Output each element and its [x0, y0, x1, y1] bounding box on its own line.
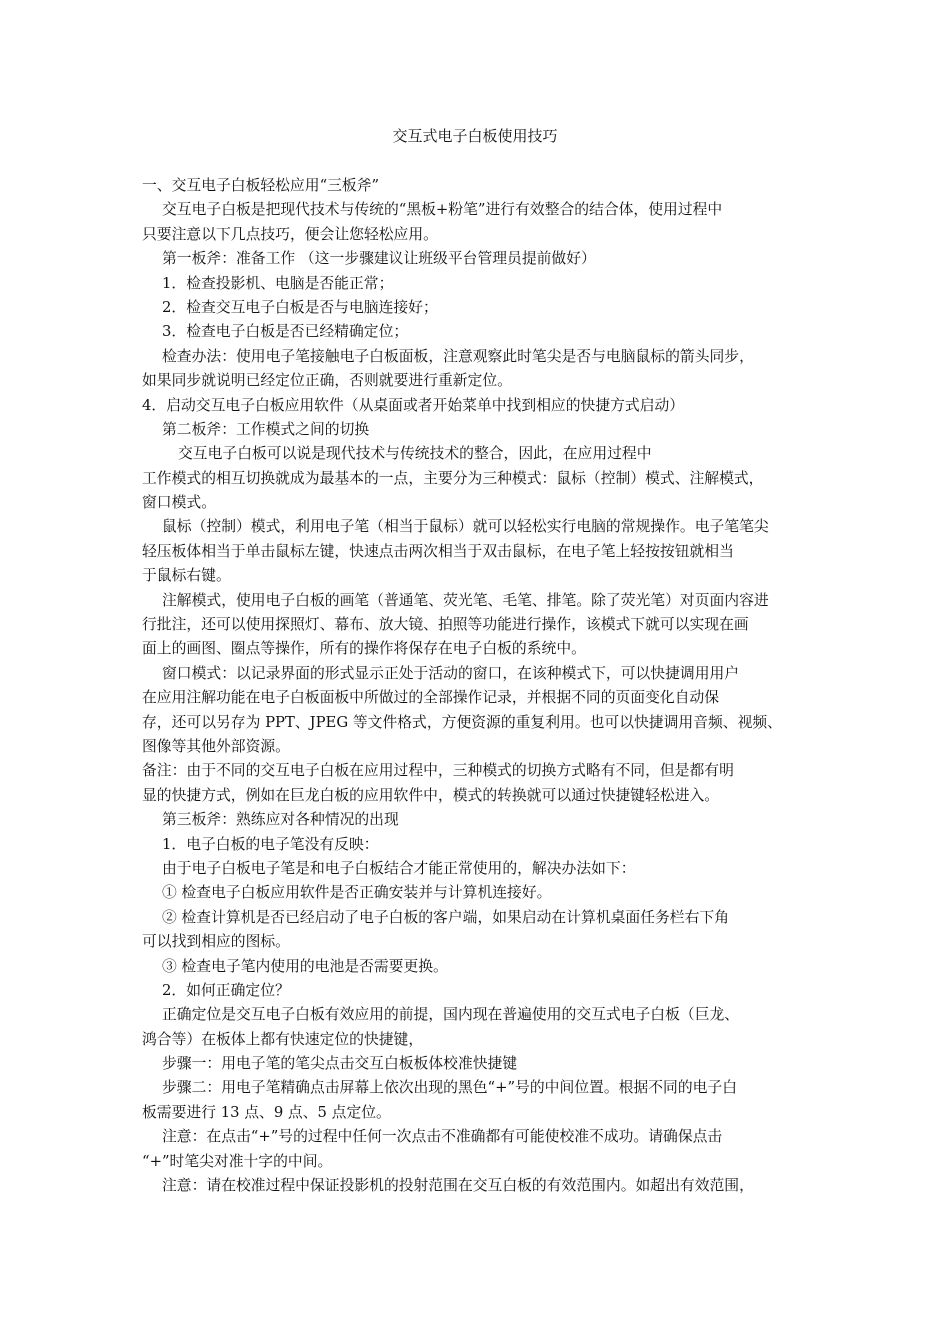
text-line: 检查办法：使用电子笔接触电子白板面板，注意观察此时笔尖是否与电脑鼠标的箭头同步，: [162, 347, 754, 365]
text-line: 在应用注解功能在电子白板面板中所做过的全部操作记录，并根据不同的页面变化自动保: [142, 689, 720, 707]
text-line: 鸿合等）在板体上都有快速定位的快捷键，: [142, 1030, 424, 1048]
text-line: 窗口模式。: [142, 494, 216, 512]
text-line: 面上的画图、圈点等操作，所有的操作将保存在电子白板的系统中。: [142, 640, 586, 658]
text-line: 交互电子白板是把现代技术与传统的“黑板+粉笔”进行有效整合的结合体，使用过程中: [162, 201, 723, 219]
text-line: 一、交互电子白板轻松应用“三板斧”: [142, 177, 380, 194]
text-line: 于鼠标右键。: [142, 567, 231, 585]
text-line: 正确定位是交互电子白板有效应用的前提，国内现在普遍使用的交互式电子白板（巨龙、: [162, 1006, 740, 1024]
text-line: 2．如何正确定位？: [162, 981, 290, 999]
text-line: 2．检查交互电子白板是否与电脑连接好；: [162, 298, 438, 316]
text-line: ③ 检查电子笔内使用的电池是否需要更换。: [162, 957, 448, 975]
text-line: ② 检查计算机是否已经启动了电子白板的客户端，如果启动在计算机桌面任务栏右下角: [162, 908, 729, 926]
text-line: 3．检查电子白板是否已经精确定位；: [162, 323, 409, 341]
text-line: 存，还可以另存为 PPT、JPEG 等文件格式，方便资源的重复利用。也可以快捷调用音频、视频、: [142, 713, 782, 731]
text-line: 显的快捷方式，例如在巨龙白板的应用软件中，模式的转换就可以通过快捷键轻松进入。: [142, 786, 720, 804]
text-line: 步骤二：用电子笔精确点击屏幕上依次出现的黑色“+”号的中间位置。根据不同的电子白: [162, 1079, 738, 1097]
text-line: “+”时笔尖对准十字的中间。: [142, 1152, 333, 1170]
text-line: 行批注，还可以使用探照灯、幕布、放大镜、拍照等功能进行操作，该模式下就可以实现在画: [142, 616, 749, 634]
text-line: 注解模式，使用电子白板的画笔（普通笔、荧光笔、毛笔、排笔。除了荧光笔）对页面内容进: [162, 591, 769, 609]
text-line: 1．检查投影机、电脑是否能正常；: [162, 274, 394, 292]
text-line: 只要注意以下几点技巧，便会让您轻松应用。: [142, 225, 438, 243]
text-line: 4．启动交互电子白板应用软件（从桌面或者开始菜单中找到相应的快捷方式启动）: [142, 396, 685, 414]
text-line: 第一板斧：准备工作 （这一步骤建议让班级平台管理员提前做好）: [162, 250, 596, 268]
text-line: 如果同步就说明已经定位正确，否则就要进行重新定位。: [142, 372, 512, 390]
text-line: 图像等其他外部资源。: [142, 737, 290, 755]
text-line: 第二板斧：工作模式之间的切换: [162, 420, 370, 438]
document-title: 交互式电子白板使用技巧: [392, 127, 558, 145]
text-line: 鼠标（控制）模式，利用电子笔（相当于鼠标）就可以轻松实行电脑的常规操作。电子笔笔尖: [162, 518, 769, 536]
text-line: 轻压板体相当于单击鼠标左键，快速点击两次相当于双击鼠标，在电子笔上轻按按钮就相当: [142, 542, 734, 560]
text-line: 窗口模式：以记录界面的形式显示正处于活动的窗口，在该种模式下，可以快捷调用用户: [162, 664, 740, 682]
text-line: ① 检查电子白板应用软件是否正确安装并与计算机连接好。: [162, 884, 552, 902]
text-line: 1．电子白板的电子笔没有反映：: [162, 835, 379, 853]
text-line: 由于电子白板电子笔是和电子白板结合才能正常使用的，解决办法如下：: [162, 859, 636, 877]
text-line: 板需要进行 13 点、9 点、5 点定位。: [142, 1103, 391, 1121]
text-line: 注意：在点击“+”号的过程中任何一次点击不准确都有可能使校准不成功。请确保点击: [162, 1128, 723, 1146]
text-line: 工作模式的相互切换就成为最基本的一点，主要分为三种模式：鼠标（控制）模式、注解模式，: [142, 469, 764, 487]
text-line: 交互电子白板可以说是现代技术与传统技术的整合，因此，在应用过程中: [178, 445, 652, 463]
text-line: 步骤一：用电子笔的笔尖点击交互白板板体校准快捷键: [162, 1055, 518, 1073]
document-body: [142, 174, 810, 1198]
text-line: 第三板斧：熟练应对各种情况的出现: [162, 811, 399, 829]
text-line: 备注：由于不同的交互电子白板在应用过程中，三种模式的切换方式略有不同，但是都有明: [142, 762, 734, 780]
text-line: 可以找到相应的图标。: [142, 933, 290, 951]
text-line: 注意：请在校准过程中保证投影机的投射范围在交互白板的有效范围内。如超出有效范围，: [162, 1177, 754, 1195]
